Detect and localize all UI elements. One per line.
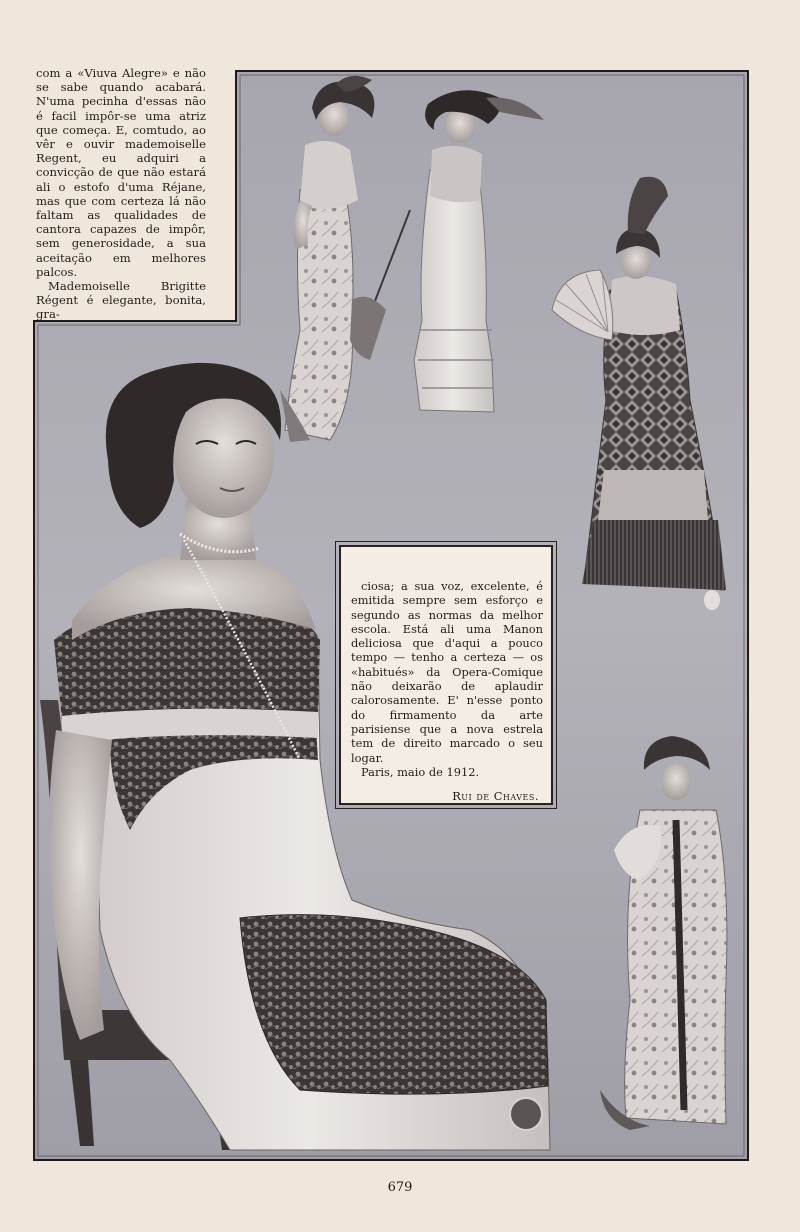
text-inset-box: [339, 545, 553, 805]
inset-text: [351, 579, 543, 803]
column-text: [36, 66, 206, 322]
inset-body: ciosa; a sua voz, excelente, é emitida sempre sem esforço e segundo as normas da melhor escola. Está ali uma Manon deliciosa que d'aqui a pouco tempo — tenho a certeza — os «habitués» da Opera-Comique não deixarão de aplaudir calorosamente. E' n'esse ponto do firmamento da arte parisiense que a nova estrela tem de direito marcado o seu logar.: [351, 579, 543, 765]
dateline: Paris, maio de 1912.: [361, 764, 480, 779]
paragraph-continued: com a «Viuva Alegre» e não se sabe quando acabará. N'uma pecinha d'essas não é facil impôr-se uma atriz que começa. E, comtudo, ao vêr e ouvir mademoiselle Regent, eu adquiri a convicção de que não estará ali o estofo d'uma Réjane, mas que com certeza lá não faltam as qualidades de cantora capazes de impôr, sem generosidade, a sua aceitação em melhores palcos.: [36, 66, 206, 279]
author-signature: Rui de Chaves.: [452, 789, 539, 804]
paragraph-brigitte-regent: Mademoiselle Brigitte Régent é elegante, bonita, gra-: [36, 279, 206, 322]
page-number: 679: [387, 1180, 413, 1195]
